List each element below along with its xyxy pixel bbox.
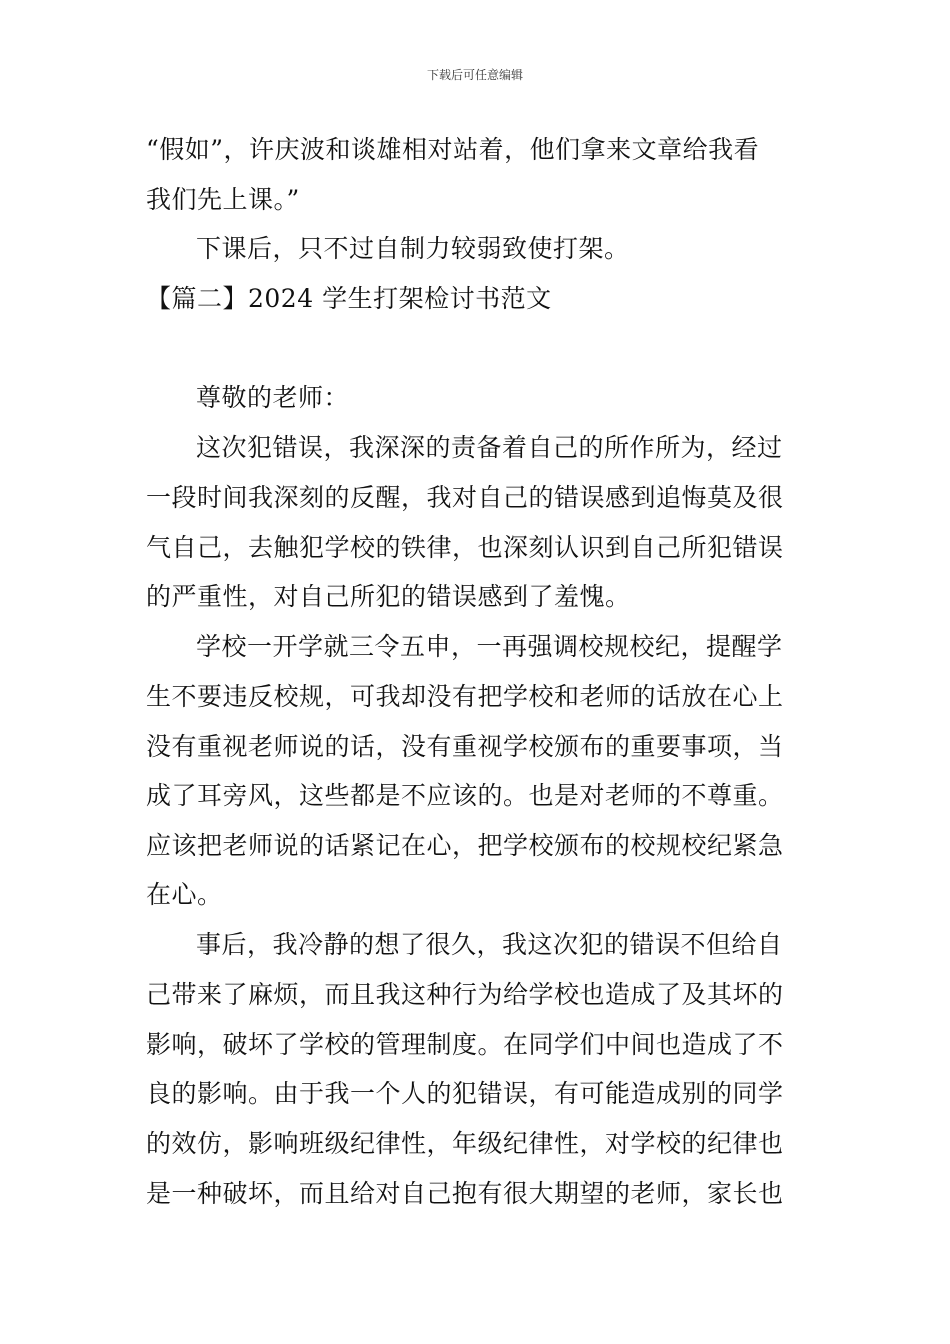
- text-line: 己带来了麻烦，而且我这种行为给学校也造成了及其坏的: [146, 980, 784, 1009]
- text-line: 成了耳旁风，这些都是不应该的。也是对老师的不尊重。: [146, 781, 784, 810]
- page-header: 下载后可任意编辑: [426, 68, 523, 82]
- text-line: 我们先上课。”: [146, 185, 300, 214]
- text-line: 的严重性，对自己所犯的错误感到了羞愧。: [146, 582, 631, 611]
- text-line: 一段时间我深刻的反醒，我对自己的错误感到追悔莫及很: [146, 483, 784, 512]
- text-line: 气自己，去触犯学校的铁律，也深刻认识到自己所犯错误: [146, 533, 784, 562]
- text-line: 生不要违反校规，可我却没有把学校和老师的话放在心上: [146, 682, 784, 711]
- text-line: 没有重视老师说的话，没有重视学校颁布的重要事项，当: [146, 732, 784, 761]
- section-heading: 【篇二】2024 学生打架检讨书范文: [146, 284, 552, 313]
- text-line: 事后，我冷静的想了很久，我这次犯的错误不但给自: [196, 930, 783, 959]
- text-line: 应该把老师说的话紧记在心，把学校颁布的校规校纪紧急: [146, 831, 784, 860]
- salutation: 尊敬的老师：: [196, 383, 350, 412]
- text-line: 下课后，只不过自制力较弱致使打架。: [196, 234, 630, 263]
- text-line: “假如”，许庆波和谈雄相对站着，他们拿来文章给我看: [146, 135, 760, 164]
- text-line: 这次犯错误，我深深的责备着自己的所作所为，经过: [196, 433, 783, 462]
- text-line: 是一种破坏，而且给对自己抱有很大期望的老师，家长也: [146, 1179, 784, 1208]
- text-line: 在心。: [146, 880, 223, 909]
- text-line: 的效仿，影响班级纪律性，年级纪律性，对学校的纪律也: [146, 1129, 784, 1158]
- text-line: 良的影响。由于我一个人的犯错误，有可能造成别的同学: [146, 1079, 784, 1108]
- text-line: 影响，破坏了学校的管理制度。在同学们中间也造成了不: [146, 1030, 784, 1059]
- text-line: 学校一开学就三令五申，一再强调校规校纪，提醒学: [196, 632, 783, 661]
